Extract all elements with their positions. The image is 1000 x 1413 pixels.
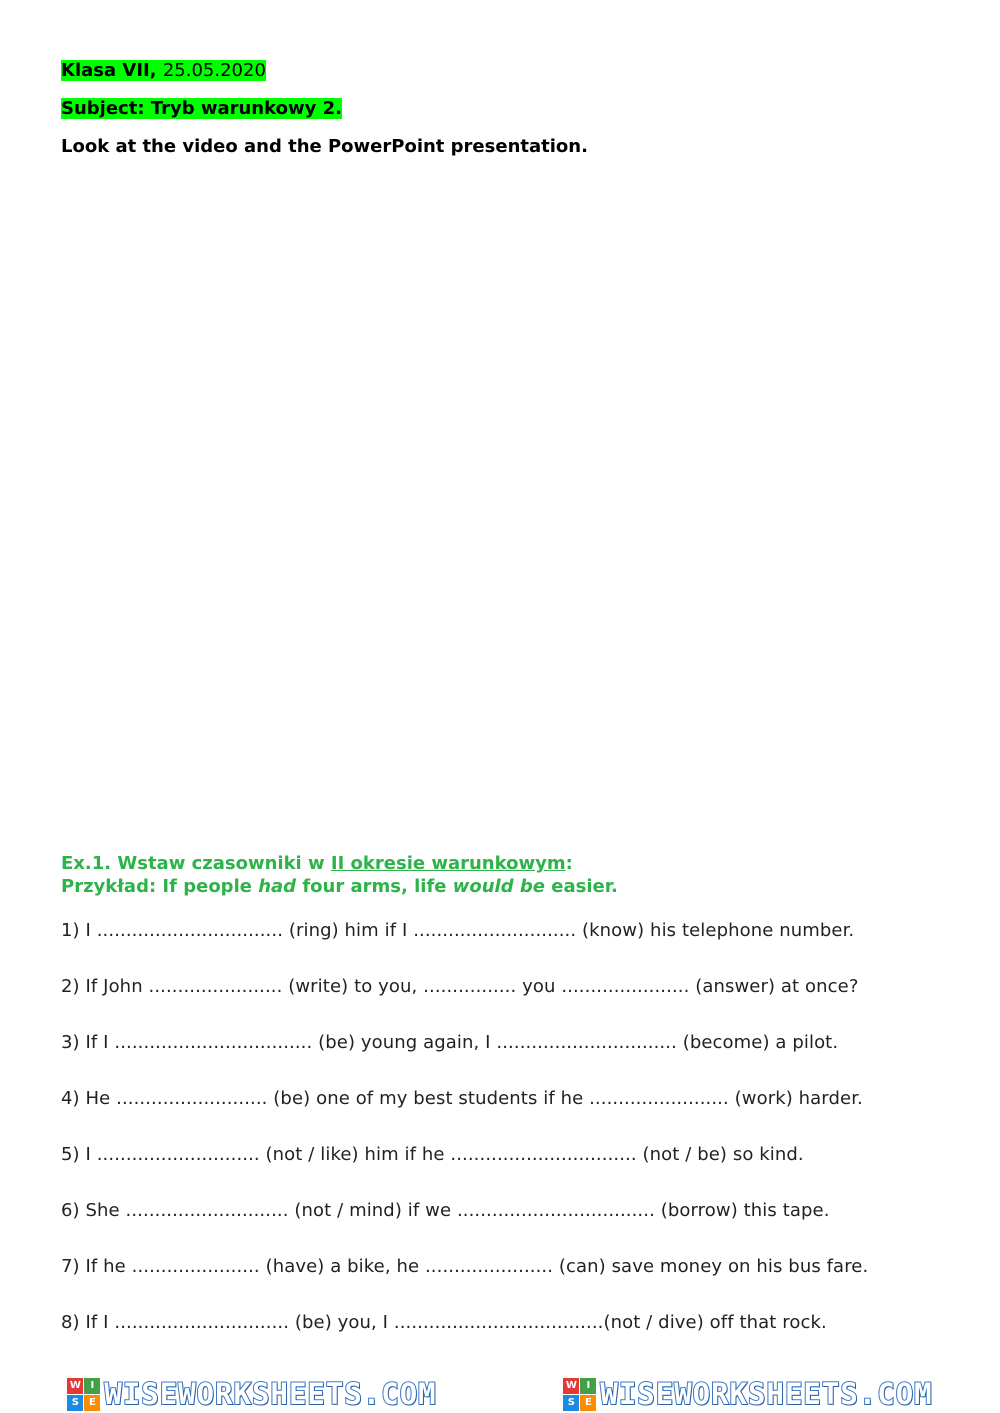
exercise-heading: Ex.1. Wstaw czasowniki w II okresie warunkowym: xyxy=(61,853,573,874)
subject-line xyxy=(61,98,342,119)
example-would-be: would be xyxy=(452,876,545,897)
subject: Subject: Tryb warunkowy 2. xyxy=(61,98,342,119)
brand-logo-icon: W I S E xyxy=(563,1378,596,1411)
brand-name: WISEWORKSHEETS.COM xyxy=(104,1377,437,1411)
class-date-line xyxy=(61,60,266,81)
question-6: 6) She ............................ (not / mind) if we .................................. (borrow) this tape. xyxy=(61,1200,830,1221)
exercise-heading-underlined: II okresie warunkowym xyxy=(330,853,566,874)
class-label: Klasa VII, xyxy=(61,60,157,81)
brand-name: WISEWORKSHEETS.COM xyxy=(600,1377,933,1411)
question-1: 1) I ................................ (ring) him if I ............................ (know) his telephone number. xyxy=(61,920,855,941)
brand-logo-icon: W I S E xyxy=(67,1378,100,1411)
question-5: 5) I ............................ (not / like) him if he ................................ (not / be) so kind. xyxy=(61,1144,804,1165)
instruction: Look at the video and the PowerPoint presentation. xyxy=(61,136,588,157)
exercise-example: Przykład: If people had four arms, life would be easier. xyxy=(61,876,618,897)
exercise-title xyxy=(61,852,618,898)
question-7: 7) If he ...................... (have) a bike, he ...................... (can) save money on his bus fare. xyxy=(61,1256,869,1277)
question-3: 3) If I .................................. (be) young again, I ............................... (become) a pilot. xyxy=(61,1032,839,1053)
question-8: 8) If I .............................. (be) you, I ....................................(not / dive) off that rock. xyxy=(61,1312,827,1333)
brand-watermark-1 xyxy=(67,1377,436,1411)
class-date-highlight xyxy=(61,60,266,81)
footer-watermark xyxy=(0,1375,1000,1413)
date: 25.05.2020 xyxy=(162,60,266,81)
brand-watermark-2 xyxy=(563,1377,932,1411)
example-had: had xyxy=(258,876,297,897)
question-2: 2) If John ....................... (write) to you, ................ you ...................... (answer) at once? xyxy=(61,976,859,997)
question-4: 4) He .......................... (be) one of my best students if he ........................ (work) harder. xyxy=(61,1088,863,1109)
